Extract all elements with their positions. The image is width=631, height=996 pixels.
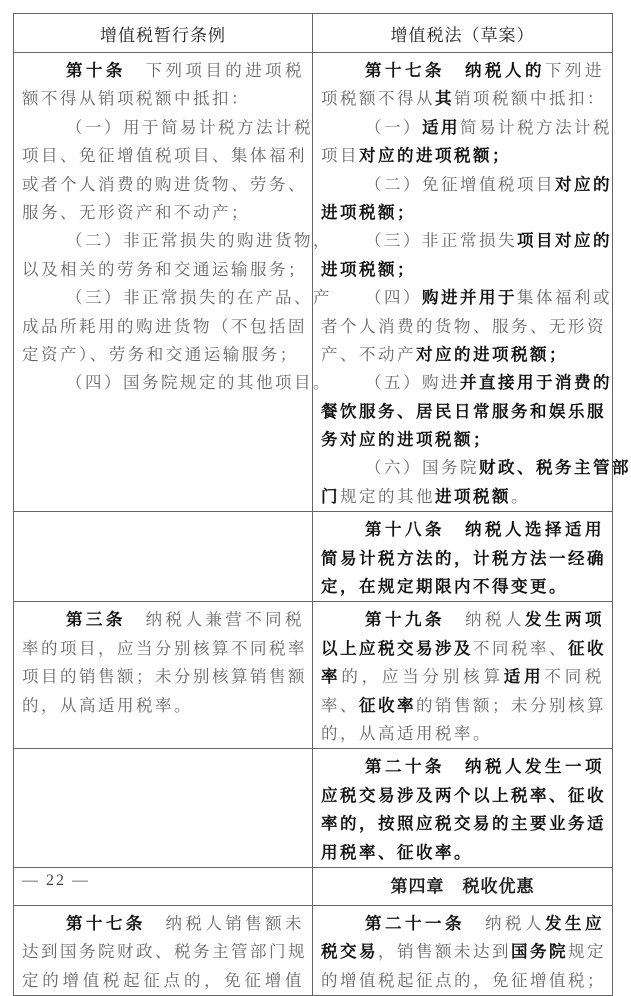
regular-text: （一） xyxy=(365,117,422,137)
text-line xyxy=(22,199,304,227)
bold-text: 项目对应的 xyxy=(517,231,612,251)
text-line xyxy=(22,967,304,995)
text-line xyxy=(22,369,332,397)
text-line xyxy=(22,938,307,966)
regular-text: （二）免征增值税项目 xyxy=(365,174,555,194)
bold-text: 其 xyxy=(435,89,454,109)
bold-text: 征收率 xyxy=(359,695,416,715)
text-line xyxy=(22,114,313,142)
text-line xyxy=(321,938,604,966)
bold-text: 国务院 xyxy=(511,942,568,962)
text-line xyxy=(321,256,604,284)
article-paragraph xyxy=(321,606,604,748)
article-paragraph xyxy=(321,171,612,228)
regular-text: 成品所耗用的购进货物（不包括固 xyxy=(22,316,307,336)
bold-text: 纳税人的 xyxy=(465,61,545,80)
article-paragraph xyxy=(321,369,612,454)
cell-new xyxy=(313,512,613,602)
text-line xyxy=(22,606,304,634)
article-paragraph xyxy=(22,227,332,284)
text-line xyxy=(321,810,604,838)
text-line xyxy=(321,692,604,720)
page-number: — 22 — xyxy=(22,872,90,889)
bold-text: 第十七条 xyxy=(365,61,445,80)
regular-text: （六）国务院 xyxy=(365,458,479,478)
regular-text xyxy=(445,61,465,80)
regular-text: 纳税人销售额未 xyxy=(145,913,305,933)
article-paragraph xyxy=(321,516,604,601)
article-paragraph xyxy=(22,57,304,114)
regular-text: （二）非正常损失的购进货物， xyxy=(66,231,332,251)
regular-text: 的销售额；未分别核算 xyxy=(416,695,606,715)
cell-old xyxy=(14,749,313,868)
text-line xyxy=(321,313,604,341)
text-line xyxy=(321,454,631,482)
table-row xyxy=(14,905,613,995)
comparison-table xyxy=(13,13,631,996)
text-line xyxy=(321,545,604,573)
regular-text: 销项税额中抵扣： xyxy=(454,89,606,109)
text-line xyxy=(321,199,604,227)
regular-text: 项目的销售额；未分别核算销售额 xyxy=(22,667,307,687)
regular-text: 纳税人 xyxy=(465,913,545,933)
text-line xyxy=(22,227,332,255)
text-line xyxy=(321,782,604,810)
text-line xyxy=(321,516,604,544)
regular-text: 以及相关的劳务和交通运输服务； xyxy=(22,259,307,279)
table-row xyxy=(14,867,613,905)
text-line xyxy=(321,341,604,369)
bold-text: 进项税额； xyxy=(321,202,416,222)
regular-text: 或者个人消费的购进货物、劳务、 xyxy=(22,174,307,194)
bold-text: 税交易 xyxy=(321,942,378,962)
text-line xyxy=(321,114,612,142)
text-line xyxy=(321,284,612,312)
text-line xyxy=(22,910,304,938)
header-old-regulation: 增值税暂行条例 xyxy=(14,14,313,53)
text-line xyxy=(22,85,304,113)
bold-text: 并直接用于消费的 xyxy=(460,373,612,393)
regular-text: 不同税率、 xyxy=(473,638,568,658)
regular-text: 纳税人 xyxy=(445,610,525,630)
regular-text: 的，从高适用税率。 xyxy=(22,695,193,715)
text-line xyxy=(321,171,612,199)
bold-text: 第二十条 纳税人发生一项 xyxy=(365,757,604,777)
article-paragraph xyxy=(22,284,332,369)
regular-text: 规定 xyxy=(568,942,606,962)
text-line xyxy=(321,967,604,995)
cell-new xyxy=(313,905,613,995)
text-line xyxy=(321,910,604,938)
cell-new xyxy=(313,749,613,868)
text-line xyxy=(22,171,307,199)
regular-text: 下列项目的进项税 xyxy=(125,61,305,80)
text-line xyxy=(321,142,604,170)
table-row xyxy=(14,749,613,868)
regular-text: （四）国务院规定的其他项目。 xyxy=(66,373,332,393)
text-line xyxy=(321,57,604,85)
article-paragraph xyxy=(22,910,307,995)
bold-text: 适用 xyxy=(422,117,460,137)
bold-text: 进项税额； xyxy=(321,259,416,279)
regular-text: 项税额不得从 xyxy=(321,89,435,109)
bold-text: 发生两项 xyxy=(525,610,604,630)
chapter-heading: 第四章 税收优惠 xyxy=(390,876,535,897)
article-paragraph xyxy=(321,227,612,284)
text-line xyxy=(22,692,304,720)
regular-text: 规定的其他 xyxy=(340,486,435,506)
text-line xyxy=(321,85,604,113)
bold-text: 门 xyxy=(321,486,340,506)
text-line xyxy=(22,313,307,341)
cell-old xyxy=(14,512,313,602)
bold-text: 简易计税方法的，计税方法一经确 xyxy=(321,548,606,568)
regular-text: 定的增值税起征点的，免征增值 xyxy=(22,970,304,990)
bold-text: 适用 xyxy=(503,667,545,687)
regular-text: 不同税 xyxy=(544,667,605,687)
table-row xyxy=(14,512,613,602)
cell-old xyxy=(14,602,313,749)
article-paragraph xyxy=(22,114,313,228)
text-line xyxy=(321,227,612,255)
bold-text: 应税交易涉及两个以上税率、征收 xyxy=(321,785,606,805)
regular-text: 集体福利或 xyxy=(517,288,612,308)
text-line xyxy=(321,753,604,781)
regular-text: 项目 xyxy=(321,146,359,166)
bold-text: 餐饮服务、居民日常服务和娱乐服 xyxy=(321,401,606,421)
text-line xyxy=(321,573,604,601)
text-line xyxy=(321,663,604,691)
text-line xyxy=(321,398,604,426)
article-paragraph xyxy=(22,606,307,720)
text-line xyxy=(22,284,332,312)
cell-new xyxy=(313,867,613,905)
bold-text: 第十条 xyxy=(66,61,126,80)
article-paragraph xyxy=(321,57,604,114)
regular-text: 项目、免征增值税项目、集体福利 xyxy=(22,146,307,166)
regular-text: 简易计税方法计税 xyxy=(460,117,612,137)
bold-text: 第十九条 xyxy=(365,610,445,630)
table-row xyxy=(14,53,613,512)
cell-new xyxy=(313,53,631,512)
table-row xyxy=(14,602,613,749)
bold-text: 对应的进项税额； xyxy=(416,344,568,364)
cell-old xyxy=(14,905,313,995)
text-line xyxy=(321,369,612,397)
regular-text: 服务、无形资产和不动产； xyxy=(22,202,250,222)
regular-text: 达到国务院财政、税务主管部门规 xyxy=(22,942,307,962)
text-line xyxy=(321,606,604,634)
text-line xyxy=(22,142,307,170)
text-line xyxy=(22,635,307,663)
bold-text: 定，在规定期限内不得变更。 xyxy=(321,577,568,597)
regular-text: 。 xyxy=(511,486,530,506)
text-line xyxy=(321,483,604,511)
text-line xyxy=(321,426,604,454)
text-line xyxy=(321,839,604,867)
bold-text: 用税率、征收率。 xyxy=(321,842,473,862)
bold-text: 财政、税务主管部 xyxy=(479,458,631,478)
regular-text: 率的项目，应当分别核算不同税率 xyxy=(22,638,307,658)
bold-text: 率的，按照应税交易的主要业务适 xyxy=(321,814,606,834)
bold-text: 务对应的进项税额； xyxy=(321,430,492,450)
bold-text: 率 xyxy=(321,667,342,687)
regular-text: 的，应当分别核算 xyxy=(341,667,504,687)
cell-old xyxy=(14,53,332,512)
regular-text: （一）用于简易计税方法计税 xyxy=(66,117,313,137)
regular-text: （五）购进 xyxy=(365,373,460,393)
regular-text: 产、不动产 xyxy=(321,344,416,364)
article-paragraph xyxy=(321,284,612,369)
article-paragraph xyxy=(22,369,332,397)
bold-text: 第十八条 纳税人选择适用 xyxy=(365,520,604,540)
bold-text: 对应的 xyxy=(555,174,612,194)
bold-text: 发生应 xyxy=(545,913,604,933)
regular-text: （四） xyxy=(365,288,422,308)
text-line xyxy=(22,256,307,284)
header-draft-law: 增值税法（草案） xyxy=(313,14,613,53)
text-line xyxy=(321,720,604,748)
bold-text: 进项税额 xyxy=(435,486,511,506)
regular-text: ，销售额未达到 xyxy=(378,942,511,962)
bold-text: 第三条 xyxy=(66,610,126,630)
regular-text: 纳税人兼营不同税 xyxy=(125,610,305,630)
regular-text: （三）非正常损失的在产品、产 xyxy=(66,288,332,308)
article-paragraph xyxy=(321,114,612,171)
article-paragraph xyxy=(321,454,631,511)
regular-text: 的增值税起征点的，免征增值税； xyxy=(321,970,606,990)
regular-text: 率、 xyxy=(321,695,359,715)
regular-text: 下列进 xyxy=(545,61,604,80)
bold-text: 第十七条 xyxy=(66,913,146,933)
bold-text: 对应的进项税额； xyxy=(359,146,511,166)
article-paragraph xyxy=(321,753,604,867)
regular-text: 定资产）、劳务和交通运输服务； xyxy=(22,344,299,364)
text-line xyxy=(22,57,304,85)
regular-text: 的，从高适用税率。 xyxy=(321,723,492,743)
bold-text: 第二十一条 xyxy=(365,913,465,933)
article-paragraph xyxy=(321,910,604,995)
regular-text: 额不得从销项税额中抵扣： xyxy=(22,89,250,109)
text-line xyxy=(22,663,307,691)
text-line xyxy=(321,635,604,663)
bold-text: 以上应税交易涉及 xyxy=(321,638,473,658)
header-row xyxy=(14,14,613,53)
text-line xyxy=(22,341,304,369)
regular-text: （三）非正常损失 xyxy=(365,231,517,251)
regular-text: 者个人消费的货物、服务、无形资 xyxy=(321,316,606,336)
bold-text: 购进并用于 xyxy=(422,288,517,308)
bold-text: 征收 xyxy=(568,638,606,658)
cell-new xyxy=(313,602,613,749)
